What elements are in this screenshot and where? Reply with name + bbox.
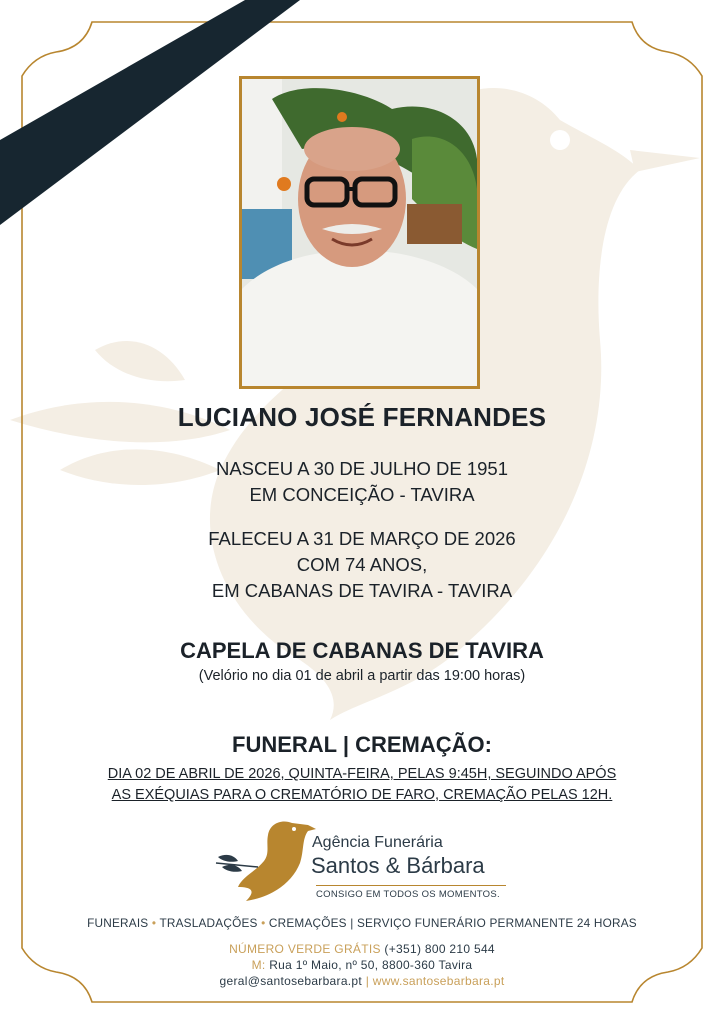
funeral-details [0,764,724,806]
service-transfers: TRASLADAÇÕES [159,916,258,930]
age: COM 74 ANOS, [296,554,428,575]
birth-info [0,456,724,508]
agency-slogan: CONSIGO EM TODOS OS MOMENTOS. [316,885,506,900]
funeral-title: FUNERAL | CREMAÇÃO: [232,732,492,757]
service-cremations: CREMAÇÕES [268,916,347,930]
email-web-line [0,974,724,988]
birth-date: NASCEU A 30 DE JULHO DE 1951 [215,458,509,479]
address: Rua 1º Maio, nº 50, 8800-360 Tavira [269,958,473,972]
email-link[interactable]: geral@santosebarbara.pt [219,974,363,988]
phone-label: NÚMERO VERDE GRÁTIS [229,942,381,956]
bullet: • [151,916,157,930]
service-funerals: FUNERAIS [87,916,149,930]
funeral-details-line-1: DIA 02 DE ABRIL DE 2026, QUINTA-FEIRA, PELAS 9:45H, SEGUINDO APÓS [107,766,617,782]
death-place: EM CABANAS DE TAVIRA - TAVIRA [211,580,513,601]
wake-details: (Velório no dia 01 de abril a partir das 19:00 horas) [198,668,526,684]
website-link[interactable]: www.santosebarbara.pt [372,974,505,988]
address-label: M: [251,958,266,972]
funeral-details-line-2: AS EXÉQUIAS PARA O CREMATÓRIO DE FARO, CREMAÇÃO PELAS 12H. [111,787,613,803]
address-line [0,958,724,972]
phone-number[interactable]: (+351) 800 210 544 [384,942,495,956]
agency-label: Agência Funerária [312,834,443,851]
agency-name: Santos & Bárbara [311,853,485,878]
service-permanent: | SERVIÇO FUNERÁRIO PERMANENTE 24 HORAS [350,916,637,930]
deceased-name: LUCIANO JOSÉ FERNANDES [177,402,547,432]
separator: | [365,974,370,988]
services-line [0,916,724,930]
birth-place: EM CONCEIÇÃO - TAVIRA [249,484,475,505]
death-date: FALECEU A 31 DE MARÇO DE 2026 [208,528,516,549]
death-info [0,526,724,604]
bullet: • [261,916,266,930]
portrait-photo [239,76,480,389]
wake-venue: CAPELA DE CABANAS DE TAVIRA [180,638,544,663]
phone-line [0,942,724,956]
